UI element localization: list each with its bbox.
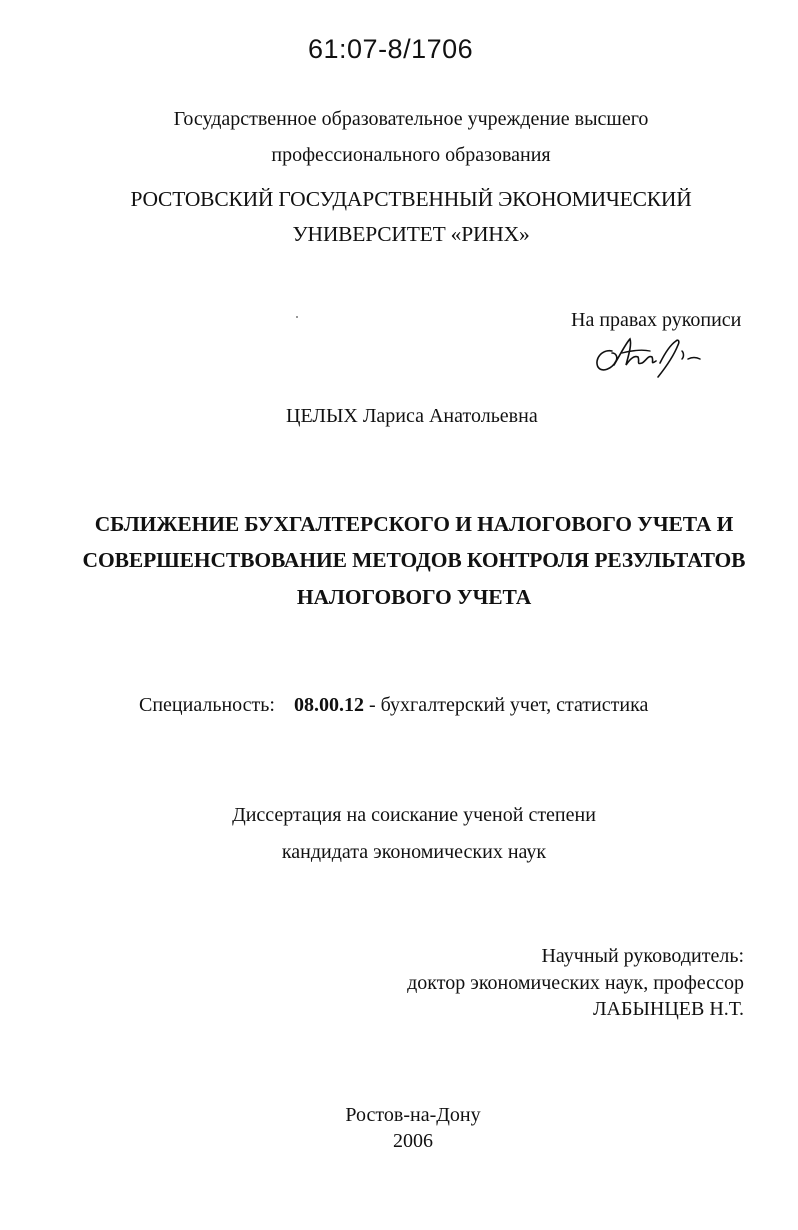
speciality-label: Специальность: (139, 694, 275, 716)
advisor-degree: доктор экономических наук, профессор (407, 972, 744, 994)
speciality-code: 08.00.12 (293, 694, 364, 716)
scan-speck (296, 316, 298, 318)
speciality-description: - бухгалтерский учет, статистика (363, 694, 649, 716)
institution-line-2: профессионального образования (271, 144, 551, 166)
dissertation-title-line-2: СОВЕРШЕНСТВОВАНИЕ МЕТОДОВ КОНТРОЛЯ РЕЗУЛЬТАТОВ (82, 548, 746, 572)
institution-line-1: Государственное образовательное учреждение высшего (173, 108, 649, 130)
year: 2006 (393, 1130, 433, 1152)
speciality (139, 694, 648, 717)
degree-line-2: кандидата экономических наук (281, 841, 547, 863)
dissertation-title-line-1: СБЛИЖЕНИЕ БУХГАЛТЕРСКОГО И НАЛОГОВОГО УЧЕТА И (94, 512, 734, 536)
university-line-2: УНИВЕРСИТЕТ «РИНХ» (292, 222, 530, 246)
advisor-label: Научный руководитель: (541, 945, 744, 967)
advisor-name: ЛАБЫНЦЕВ Н.Т. (592, 998, 744, 1020)
degree-line-1: Диссертация на соискание ученой степени (232, 804, 596, 826)
university-line-1: РОСТОВСКИЙ ГОСУДАРСТВЕННЫЙ ЭКОНОМИЧЕСКИЙ (130, 187, 692, 211)
dissertation-title-line-3: НАЛОГОВОГО УЧЕТА (296, 585, 532, 609)
manuscript-note: На правах рукописи (571, 309, 742, 331)
signature-icon (590, 333, 710, 381)
archive-code: 61:07-8/1706 (308, 34, 474, 64)
city: Ростов-на-Дону (345, 1104, 481, 1126)
author-name: ЦЕЛЫХ Лариса Анатольевна (286, 405, 538, 427)
